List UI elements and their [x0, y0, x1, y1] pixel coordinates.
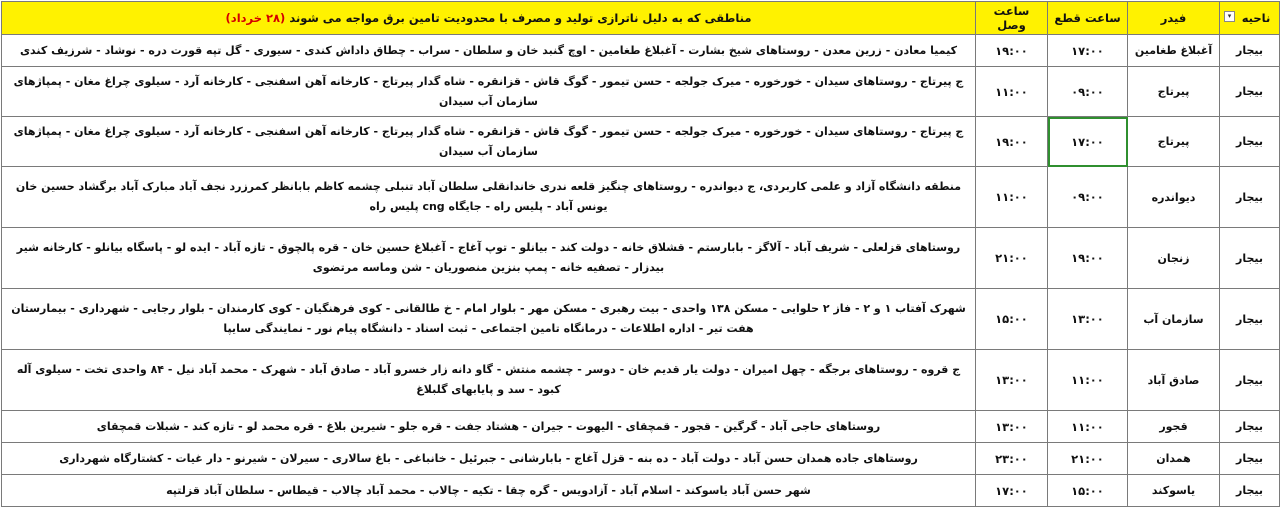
cell-areas: روستاهای قزلعلی - شریف آباد - آلاگز - بابارستم - قشلاق خانه - دولت کند - بیانلو - توپ آغاج - آغبلاغ حسین خان - قره پالچوق - تازه آباد - ایده لو - پاسگاه بیانلو - کارخانه شیر بیدزار - تصفیه خانه - پمپ بنزین منصوریان - شن وماسه مرتضوی	[2, 228, 976, 289]
table-row	[2, 117, 1280, 167]
cell-areas: ج قروه - روستاهای برجگه - چهل امیران - دولت یار قدیم خان - دوسر - چشمه منتش - گاو دانه زار خسرو آباد - صادق آباد - شهرک - محمد آباد نیل - ۸۴ واحدی تخت - سیلوی آله کبود - سد و پایابهای گلبلاغ	[2, 350, 976, 411]
cell-feeder: دیواندره	[1128, 167, 1220, 228]
table-header-row	[2, 2, 1280, 35]
cell-connect-time: ۲۱:۰۰	[976, 228, 1048, 289]
cell-areas: کیمیا معادن - زرین معدن - روستاهای شیخ بشارت - آغبلاغ طغامین - اوچ گنبد خان و سلطان - سراب - چطاق داداش کندی - سیوری - گل تپه قورت دره - نوشاد - شرزیف کندی	[2, 35, 976, 67]
header-areas-label: مناطقی که به دلیل ناترازی تولید و مصرف با محدودیت تامین برق مواجه می شوند	[289, 11, 752, 25]
cell-feeder: صادق آباد	[1128, 350, 1220, 411]
cell-areas: روستاهای حاجی آباد - گرگین - قجور - قمچقای - الیهوت - جیران - هشتاد جفت - قره جلو - شیرین بلاغ - قره محمد لو - تازه کند - شبلات قمچقای	[2, 411, 976, 443]
cell-feeder: سازمان آب	[1128, 289, 1220, 350]
table-row	[2, 228, 1280, 289]
table-row	[2, 167, 1280, 228]
cell-connect-time: ۱۱:۰۰	[976, 167, 1048, 228]
header-connect-time: ساعت وصل	[976, 2, 1048, 35]
cell-feeder: پیرتاج	[1128, 67, 1220, 117]
cell-cut-time: ۱۳:۰۰	[1048, 289, 1128, 350]
filter-dropdown-icon[interactable]: ▾	[1224, 11, 1235, 22]
header-region-label: ناحیه	[1241, 11, 1271, 25]
cell-connect-time: ۱۳:۰۰	[976, 411, 1048, 443]
cell-areas: روستاهای جاده همدان حسن آباد - دولت آباد - ده بنه - قزل آغاج - بابارشانی - جبرئیل - خانباغی - باغ سالاری - سیرلان - شیرنو - دار غیات - کشتارگاه شهرداری	[2, 443, 976, 475]
cell-feeder: یاسوکند	[1128, 475, 1220, 507]
table-row	[2, 67, 1280, 117]
cell-region: بیجار	[1220, 35, 1280, 67]
cell-feeder: قجور	[1128, 411, 1220, 443]
cell-feeder: همدان	[1128, 443, 1220, 475]
cell-cut-time: ۱۹:۰۰	[1048, 228, 1128, 289]
cell-cut-time: ۱۱:۰۰	[1048, 350, 1128, 411]
header-cut-time: ساعت قطع	[1048, 2, 1128, 35]
header-date-note: (۲۸ خرداد)	[225, 11, 286, 25]
cell-connect-time: ۲۳:۰۰	[976, 443, 1048, 475]
cell-region: بیجار	[1220, 289, 1280, 350]
cell-feeder: آغبلاغ طغامین	[1128, 35, 1220, 67]
table-row	[2, 411, 1280, 443]
cell-cut-time: ۲۱:۰۰	[1048, 443, 1128, 475]
cell-cut-time: ۱۱:۰۰	[1048, 411, 1128, 443]
cell-region: بیجار	[1220, 167, 1280, 228]
cell-connect-time: ۱۳:۰۰	[976, 350, 1048, 411]
cell-region: بیجار	[1220, 228, 1280, 289]
cell-areas: منطقه دانشگاه آزاد و علمی کاربردی، ج دیواندره - روستاهای چنگیز قلعه ندری خاندانقلی سلطان آباد تنبلی چشمه کاظم بابانظر کمرزرد نجف آباد مبارک آباد برگشاد حسین خان یونس آباد - پلیس راه - جایگاه cng پلیس راه	[2, 167, 976, 228]
cell-connect-time: ۱۹:۰۰	[976, 117, 1048, 167]
table-row	[2, 289, 1280, 350]
header-areas	[2, 2, 976, 35]
cell-cut-time-selected[interactable]: ۱۷:۰۰	[1048, 117, 1128, 167]
cell-feeder: پیرتاج	[1128, 117, 1220, 167]
cell-region: بیجار	[1220, 117, 1280, 167]
header-feeder: فیدر	[1128, 2, 1220, 35]
cell-cut-time: ۰۹:۰۰	[1048, 167, 1128, 228]
table-row	[2, 443, 1280, 475]
cell-cut-time: ۱۷:۰۰	[1048, 35, 1128, 67]
cell-cut-time: ۰۹:۰۰	[1048, 67, 1128, 117]
cell-region: بیجار	[1220, 475, 1280, 507]
cell-connect-time: ۱۷:۰۰	[976, 475, 1048, 507]
outage-schedule-table	[1, 1, 1280, 507]
table-row	[2, 350, 1280, 411]
cell-areas: ج پیرتاج - روستاهای سیدان - خورخوره - میرک جولجه - حسن تیمور - گوگ قاش - قزانقره - شاه گدار پیرتاج - کارخانه آهن اسفنجی - کارخانه آرد - سیلوی چراغ مغان - پمپاژهای سازمان آب سیدان	[2, 67, 976, 117]
cell-feeder: زنجان	[1128, 228, 1220, 289]
cell-region: بیجار	[1220, 443, 1280, 475]
header-region[interactable]	[1220, 2, 1280, 35]
cell-region: بیجار	[1220, 350, 1280, 411]
cell-region: بیجار	[1220, 411, 1280, 443]
table-row	[2, 35, 1280, 67]
cell-areas: شهرک آفتاب ۱ و ۲ - فاز ۲ حلوایی - مسکن ۱۳۸ واحدی - بیت رهبری - مسکن مهر - بلوار امام - خ طالقانی - کوی فرهنگیان - کوی کارمندان - بلوار رجایی - شهرداری - بیمارستان هفت تیر - اداره اطلاعات - درمانگاه تامین اجتماعی - ثبت اسناد - دانشگاه پیام نور - نمایندگی سایپا	[2, 289, 976, 350]
cell-region: بیجار	[1220, 67, 1280, 117]
table-row	[2, 475, 1280, 507]
cell-connect-time: ۱۹:۰۰	[976, 35, 1048, 67]
cell-areas: ج پیرتاج - روستاهای سیدان - خورخوره - میرک جولجه - حسن تیمور - گوگ قاش - قزانقره - شاه گدار پیرتاج - کارخانه آهن اسفنجی - کارخانه آرد - سیلوی چراغ مغان - پمپاژهای سازمان آب سیدان	[2, 117, 976, 167]
cell-connect-time: ۱۵:۰۰	[976, 289, 1048, 350]
cell-cut-time: ۱۵:۰۰	[1048, 475, 1128, 507]
cell-connect-time: ۱۱:۰۰	[976, 67, 1048, 117]
cell-areas: شهر حسن آباد یاسوکند - اسلام آباد - آزادویس - گره چقا - تکیه - چالاب - محمد آباد چالاب - قیطاس - سلطان آباد قزلتپه	[2, 475, 976, 507]
